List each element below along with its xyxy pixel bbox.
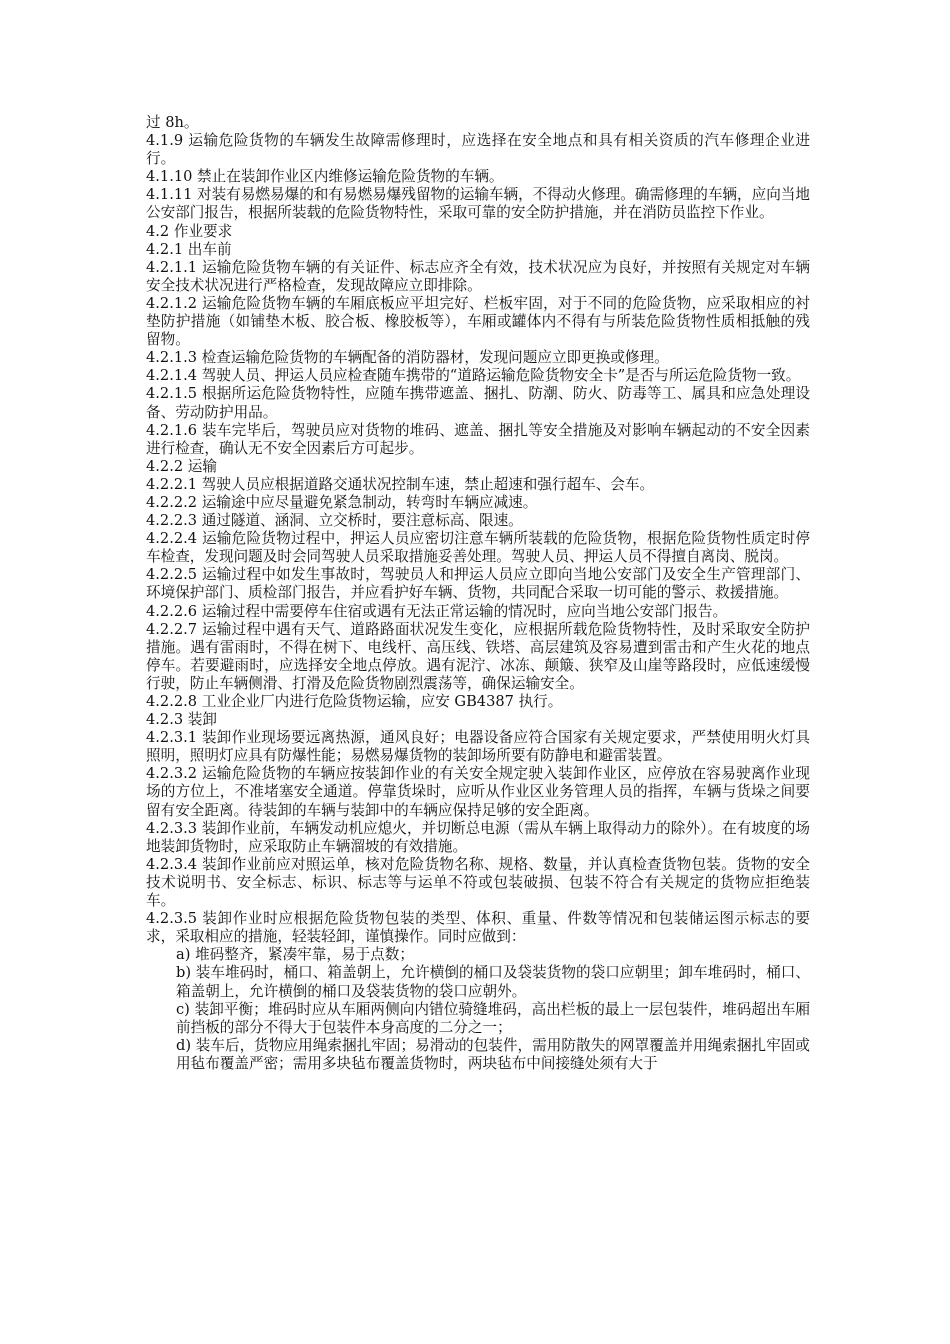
paragraph: 4.2.2.2 运输途中应尽量避免紧急制动，转弯时车辆应减速。 (146, 493, 538, 511)
paragraph: 4.2.1.4 驾驶人员、押运人员应检查随车携带的“道路运输危险货物安全卡”是否与所运危险货物一致。 (146, 367, 801, 385)
paragraph: 4.2.2.4 运输危险货物过程中，押运人员应密切注意车辆所装载的危险货物，根据危险货物性质定时停车检查，发现问题及时会同驾驶人员采取措施妥善处理。驾驶人员、押运人员不得擅自离岗、脱岗。 (146, 530, 810, 566)
paragraph: 4.2.3.2 运输危险货物的车辆应按装卸作业的有关安全规定驶入装卸作业区，应停放在容易驶离作业现场的方位上，不准堵塞安全通道。停靠货垛时，应听从作业区业务管理人员的指挥，车辆与货垛之间要留有安全距离。待装卸的车辆与装卸中的车辆应保持足够的安全距离。 (146, 765, 810, 819)
list-item: c) 装卸平衡；堆码时应从车厢两侧向内错位骑缝堆码，高出栏板的最上一层包装件，堆码超出车厢前挡板的部分不得大于包装件本身高度的二分之一； (176, 1000, 810, 1036)
list-item: a) 堆码整齐，紧凑牢靠，易于点数； (176, 946, 414, 964)
subsection-heading: 4.2.3 装卸 (146, 711, 217, 729)
paragraph: 4.1.9 运输危险货物的车辆发生故障需修理时，应选择在安全地点和具有相关资质的汽车修理企业进行。 (146, 132, 810, 168)
subsection-heading: 4.2.2 运输 (146, 457, 217, 475)
paragraph: 4.2.1.1 运输危险货物车辆的有关证件、标志应齐全有效，技术状况应为良好，并按照有关规定对车辆安全技术状况进行严格检查，发现故障应立即排除。 (146, 258, 810, 294)
list-item: d) 装车后，货物应用绳索捆扎牢固；易滑动的包装件，需用防散失的网罩覆盖并用绳索捆扎牢固或用毡布覆盖严密；需用多块毡布覆盖货物时，两块毡布中间接缝处须有大于 (176, 1036, 810, 1072)
paragraph: 4.2.1.6 装车完毕后，驾驶员应对货物的堆码、遮盖、捆扎等安全措施及对影响车辆起动的不安全因素进行检查，确认无不安全因素后方可起步。 (146, 421, 810, 457)
paragraph: 过 8h。 (146, 114, 199, 131)
paragraph: 4.2.3.1 装卸作业现场要远离热源，通风良好；电器设备应符合国家有关规定要求，严禁使用明火灯具照明，照明灯应具有防爆性能；易燃易爆货物的装卸场所要有防静电和避雷装置。 (146, 729, 810, 765)
paragraph: 4.2.3.4 装卸作业前应对照运单，核对危险货物名称、规格、数量，并认真检查货物包装。货物的安全技术说明书、安全标志、标识、标志等与运单不符或包装破损、包装不符合有关规定的货物应拒绝装车。 (146, 855, 810, 910)
document-page (146, 114, 810, 1073)
paragraph: 4.2.2.8 工业企业厂内进行危险货物运输，应安 GB4387 执行。 (146, 693, 563, 710)
subsection-heading: 4.2.1 出车前 (146, 240, 232, 258)
paragraph: 4.2.2.5 运输过程中如发生事故时，驾驶员人和押运人员应立即向当地公安部门及安全生产管理部门、环境保护部门、质检部门报告，并应看护好车辆、货物，共同配合采取一切可能的警示、救援措施。 (146, 566, 810, 602)
paragraph: 4.1.10 禁止在装卸作业区内维修运输危险货物的车辆。 (146, 168, 504, 186)
section-heading: 4.2 作业要求 (146, 222, 233, 240)
paragraph: 4.2.1.5 根据所运危险货物特性，应随车携带遮盖、捆扎、防潮、防火、防毒等工、属具和应急处理设备、劳动防护用品。 (146, 385, 810, 421)
paragraph: 4.1.11 对装有易燃易爆的和有易燃易爆残留物的运输车辆，不得动火修理。确需修理的车辆，应向当地公安部门报告，根据所装载的危险货物特性，采取可靠的安全防护措施，并在消防员监控下作业。 (146, 186, 810, 222)
paragraph: 4.2.2.3 通过隧道、涵洞、立交桥时，要注意标高、限速。 (146, 512, 523, 530)
paragraph: 4.2.1.2 运输危险货物车辆的车厢底板应平坦完好、栏板牢固，对于不同的危险货物，应采取相应的衬垫防护措施（如铺垫木板、胶合板、橡胶板等），车厢或罐体内不得有与所装危险货物性质相抵触的残留物。 (146, 294, 810, 349)
paragraph: 4.2.2.7 运输过程中遇有天气、道路路面状况发生变化，应根据所载危险货物特性，及时采取安全防护措施。遇有雷雨时，不得在树下、电线杆、高压线、铁塔、高层建筑及容易遭到雷击和产生火花的地点停车。若要避雨时，应选择安全地点停放。遇有泥泞、冰冻、颠簸、狭窄及山崖等路段时，应低速缓慢行驶，防止车辆侧滑、打滑及危险货物剧烈震荡等，确保运输安全。 (146, 620, 810, 692)
list-item: b) 装车堆码时，桶口、箱盖朝上，允许横倒的桶口及袋装货物的袋口应朝里；卸车堆码时，桶口、箱盖朝上，允许横倒的桶口及袋装货物的袋口应朝外。 (176, 964, 810, 1000)
paragraph: 4.2.1.3 检查运输危险货物的车辆配备的消防器材，发现问题应立即更换或修理。 (146, 349, 669, 367)
paragraph: 4.2.2.1 驾驶人员应根据道路交通状况控制车速，禁止超速和强行超车、会车。 (146, 475, 655, 493)
paragraph: 4.2.3.5 装卸作业时应根据危险货物包装的类型、体积、重量、件数等情况和包装储运图示标志的要求，采取相应的措施，轻装轻卸，谨慎操作。同时应做到： (146, 910, 810, 946)
paragraph: 4.2.2.6 运输过程中需要停车住宿或遇有无法正常运输的情况时，应向当地公安部门报告。 (146, 602, 728, 620)
paragraph: 4.2.3.3 装卸作业前，车辆发动机应熄火，并切断总电源（需从车辆上取得动力的除外）。在有坡度的场地装卸货物时，应采取防止车辆溜坡的有效措施。 (146, 819, 810, 855)
